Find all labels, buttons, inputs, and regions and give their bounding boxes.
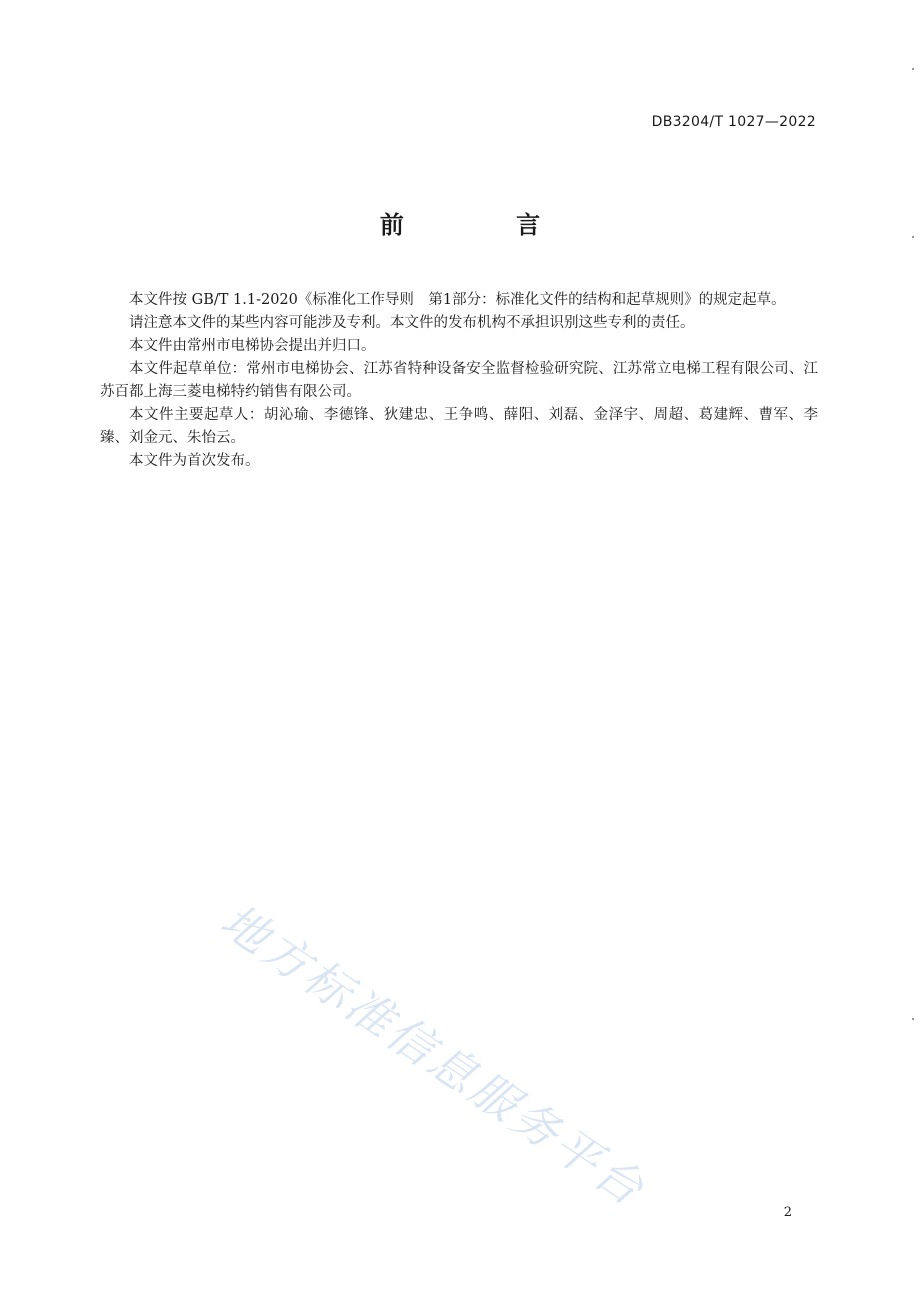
paragraph-drafters: 本文件主要起草人：胡沁瑜、李德锋、狄建忠、王争鸣、薛阳、刘磊、金泽宇、周超、葛建辉、曹军、李臻、刘金元、朱怡云。 [100, 407, 818, 446]
paragraph-drafting-units: 本文件起草单位：常州市电梯协会、江苏省特种设备安全监督检验研究院、江苏常立电梯工程有限公司、江苏百都上海三菱电梯特约销售有限公司。 [100, 361, 818, 400]
scan-edge-mark [912, 1018, 914, 1020]
watermark: 地方标准信息服务平台 [211, 893, 656, 1218]
paragraph-patent-notice: 请注意本文件的某些内容可能涉及专利。本文件的发布机构不承担识别这些专利的责任。 [129, 315, 695, 331]
page-number: 2 [783, 1205, 792, 1220]
paragraph-proposer: 本文件由常州市电梯协会提出并归口。 [129, 338, 376, 354]
section-title: 前 言 [379, 211, 593, 239]
paragraph-first-release: 本文件为首次发布。 [129, 453, 260, 469]
scan-edge-mark [912, 68, 914, 70]
foreword-body [100, 289, 818, 473]
scan-edge-mark [912, 236, 914, 238]
document-code: DB3204/T 1027—2022 [651, 114, 816, 130]
paragraph-drafting-rules: 本文件按 GB/T 1.1-2020《标准化工作导则 第1部分：标准化文件的结构和起草规则》的规定起草。 [129, 292, 786, 308]
